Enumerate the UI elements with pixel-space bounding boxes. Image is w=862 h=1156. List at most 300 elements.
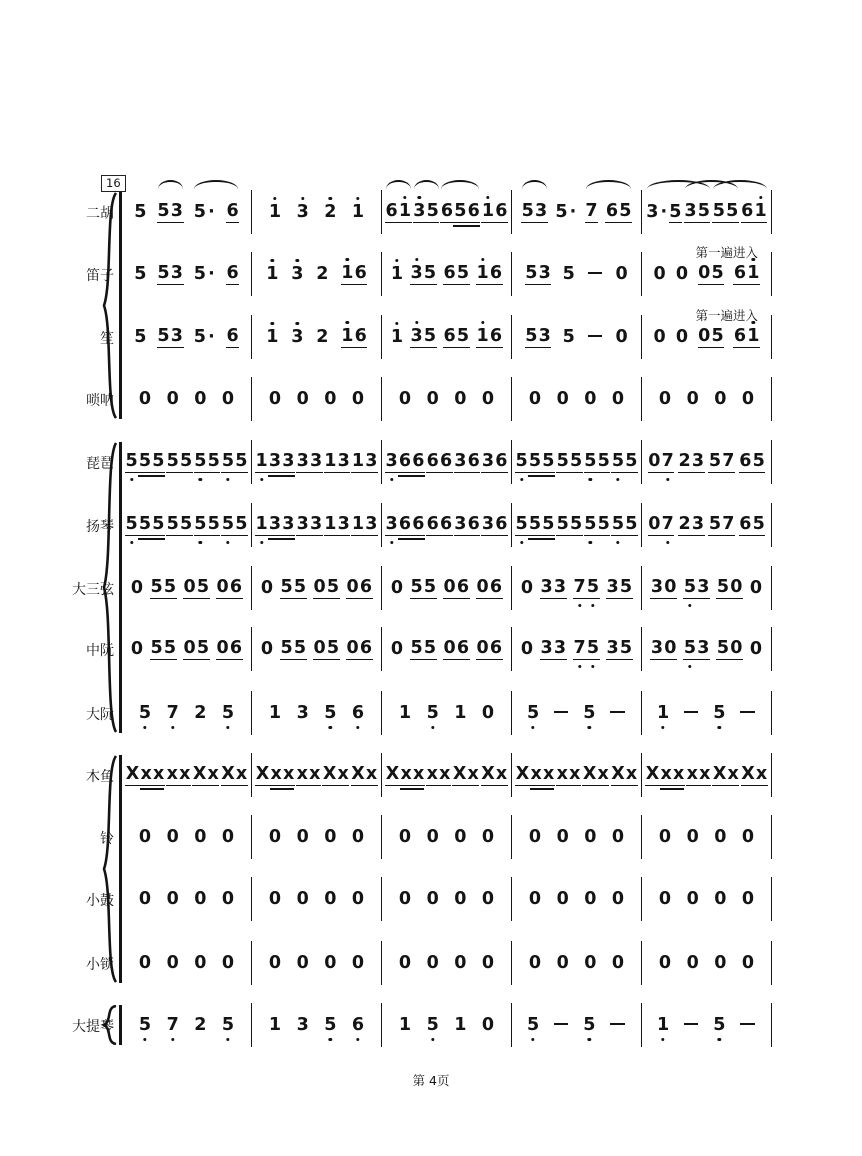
measure-area xyxy=(122,941,772,985)
note-token xyxy=(562,327,575,347)
note-char: 3 xyxy=(296,514,309,534)
note-char: 3 xyxy=(337,451,350,471)
note-token xyxy=(166,703,179,723)
note-token xyxy=(520,639,533,659)
note-token xyxy=(481,451,508,473)
octave-dot-low xyxy=(199,541,202,544)
note-char: 1 xyxy=(390,327,403,347)
note-char: 5 xyxy=(619,577,633,597)
note-char: 0 xyxy=(183,577,196,597)
instrument-label: 大阮 xyxy=(86,707,114,723)
system-barline xyxy=(119,192,122,419)
note-char: 5 xyxy=(562,264,575,284)
note-token xyxy=(573,638,600,660)
measure xyxy=(382,815,512,859)
note-char: 6 xyxy=(739,514,752,534)
note-char: 0 xyxy=(296,889,309,909)
note-token xyxy=(194,953,207,973)
note-char: 5 xyxy=(138,703,151,723)
note-token xyxy=(385,514,425,536)
note-char: 0 xyxy=(686,389,699,409)
note-char: 7 xyxy=(661,514,674,534)
note-char: 5 xyxy=(611,514,624,534)
note-token xyxy=(556,451,583,473)
note-token xyxy=(698,326,725,348)
note-char: · xyxy=(208,202,215,222)
note-token xyxy=(648,514,675,536)
octave-dot-high xyxy=(403,196,406,199)
note-token xyxy=(562,264,575,284)
note-char: 6 xyxy=(226,263,239,283)
note-char: 0 xyxy=(686,953,699,973)
note-char: 3 xyxy=(650,638,664,658)
note-char: 1 xyxy=(656,703,669,723)
octave-dot-low xyxy=(260,541,263,544)
note-token xyxy=(157,201,184,223)
note-char: x xyxy=(467,764,479,784)
instrument-label: 木鱼 xyxy=(86,769,114,785)
note-char: 0 xyxy=(346,577,359,597)
note-char: 0 xyxy=(426,389,439,409)
note-char: 6 xyxy=(489,326,503,346)
double-underline xyxy=(398,475,425,477)
measure-area xyxy=(122,691,772,735)
note-char: X xyxy=(322,764,337,784)
note-char: X xyxy=(481,764,495,784)
note-token xyxy=(741,889,754,909)
note-char: x xyxy=(439,764,451,784)
note-token xyxy=(268,1015,281,1035)
note-char: x xyxy=(309,764,321,784)
octave-dot-low xyxy=(260,478,263,481)
note-char: 5 xyxy=(521,201,534,221)
note-token xyxy=(226,201,239,223)
octave-dot-low xyxy=(589,541,592,544)
note-char: 0 xyxy=(194,889,207,909)
note-token xyxy=(686,389,699,409)
note-char: 0 xyxy=(611,827,625,847)
note-char: 0 xyxy=(714,953,727,973)
note-char: x xyxy=(755,764,768,784)
octave-dot-low xyxy=(130,541,133,544)
note-char: x xyxy=(569,764,581,784)
note-token xyxy=(266,264,279,284)
note-char: 5 xyxy=(586,638,599,658)
note-char: 0 xyxy=(260,578,274,598)
note-char: 0 xyxy=(556,889,569,909)
measure xyxy=(642,627,772,671)
note-char: 1 xyxy=(398,201,411,221)
note-char: 5 xyxy=(526,703,539,723)
note-char: 6 xyxy=(741,201,754,221)
note-char: 3 xyxy=(454,451,467,471)
note-char: 0 xyxy=(426,827,439,847)
note-token xyxy=(385,451,425,473)
note-token xyxy=(296,1015,309,1035)
note-token xyxy=(351,451,378,473)
note-token xyxy=(714,827,727,847)
note-char: 5 xyxy=(138,514,152,534)
note-char: 0 xyxy=(481,1015,495,1035)
staff-row xyxy=(0,190,862,234)
page-footer: 第 4页 xyxy=(412,1073,450,1088)
note-token xyxy=(268,827,281,847)
note-token xyxy=(528,889,541,909)
note-token xyxy=(683,577,710,599)
note-char: 7 xyxy=(661,451,674,471)
note-char: 0 xyxy=(296,827,309,847)
note-char: 5 xyxy=(683,577,696,597)
note-char: 5 xyxy=(221,703,234,723)
note-char: 0 xyxy=(454,889,467,909)
octave-dot-low xyxy=(356,726,359,729)
note-token xyxy=(481,827,494,847)
note-char: 1 xyxy=(476,326,489,346)
note-char: 5 xyxy=(125,451,138,471)
note-token xyxy=(410,638,437,660)
note-token xyxy=(390,639,403,659)
note-token xyxy=(390,264,403,284)
double-underline xyxy=(268,475,295,477)
note-token xyxy=(385,764,425,786)
instrument-label: 琵琶 xyxy=(86,456,114,472)
note-char: 0 xyxy=(351,953,365,973)
note-token xyxy=(741,389,754,409)
note-token xyxy=(611,827,624,847)
note-char: x xyxy=(337,764,349,784)
note-char: 2 xyxy=(194,1015,207,1035)
note-char: 5 xyxy=(157,326,170,346)
note-char: 1 xyxy=(398,703,412,723)
note-token xyxy=(296,202,309,222)
note-token xyxy=(528,953,541,973)
instrument-label: 小鼓 xyxy=(86,893,114,909)
note-char: 0 xyxy=(138,827,152,847)
note-char: 3 xyxy=(309,451,323,471)
rest-dash xyxy=(610,1023,624,1025)
slur-arc xyxy=(414,180,439,190)
octave-dot-low xyxy=(688,665,691,668)
octave-dot-low xyxy=(616,541,619,544)
measure xyxy=(642,377,772,421)
note-char: 5 xyxy=(619,638,633,658)
note-token xyxy=(528,827,541,847)
note-char: x xyxy=(365,764,378,784)
note-token xyxy=(653,327,666,347)
note-token xyxy=(552,1015,570,1035)
rest-dash xyxy=(554,1023,568,1025)
note-char: 5 xyxy=(708,451,722,471)
note-char: 6 xyxy=(351,703,364,723)
measure xyxy=(252,941,382,985)
note-token xyxy=(324,514,351,536)
note-char: 5 xyxy=(138,1015,151,1035)
note-char: 0 xyxy=(260,639,274,659)
note-char: 5 xyxy=(280,577,293,597)
slur-arc xyxy=(386,180,411,190)
note-char: 6 xyxy=(489,638,503,658)
note-token xyxy=(556,889,569,909)
instrument-label: 中阮 xyxy=(86,643,114,659)
note-token xyxy=(584,827,597,847)
note-token xyxy=(454,514,481,536)
note-token xyxy=(714,953,727,973)
note-token xyxy=(749,639,762,659)
note-char: x xyxy=(152,764,165,784)
note-token xyxy=(138,1015,151,1035)
note-char: x xyxy=(542,764,555,784)
note-char: 5 xyxy=(525,263,538,283)
note-char: 0 xyxy=(324,889,337,909)
note-char: 5 xyxy=(207,451,220,471)
note-char: 0 xyxy=(390,578,404,598)
note-token xyxy=(260,578,273,598)
note-char: 6 xyxy=(398,451,412,471)
octave-dot-low xyxy=(591,665,594,668)
note-char: 5 xyxy=(157,201,170,221)
note-token xyxy=(584,889,597,909)
note-char: 0 xyxy=(398,953,412,973)
note-char: 0 xyxy=(351,827,365,847)
note-token xyxy=(741,953,754,973)
note-token xyxy=(194,1015,207,1035)
note-char: 5 xyxy=(134,264,147,284)
note-char: 6 xyxy=(412,451,425,471)
slur-arc xyxy=(441,180,479,190)
note-char: x xyxy=(140,764,152,784)
staff-row xyxy=(0,815,862,859)
octave-dot-high xyxy=(329,197,332,200)
note-char: 6 xyxy=(489,577,503,597)
note-char: 3 xyxy=(282,451,295,471)
note-token xyxy=(454,451,481,473)
double-underline xyxy=(530,788,554,790)
note-char: 0 xyxy=(714,389,727,409)
note-char: 2 xyxy=(678,451,691,471)
measure-area xyxy=(122,815,772,859)
measure xyxy=(642,503,772,547)
note-char: 5 xyxy=(456,326,470,346)
note-token xyxy=(125,764,165,786)
note-char: 1 xyxy=(656,1015,669,1035)
note-char: 0 xyxy=(138,953,152,973)
note-token xyxy=(351,1015,364,1035)
note-token xyxy=(443,638,470,660)
note-char: 0 xyxy=(194,389,207,409)
note-token xyxy=(324,202,337,222)
measure-area xyxy=(122,503,772,547)
note-token xyxy=(584,451,611,473)
note-char: 5 xyxy=(528,514,542,534)
note-token xyxy=(426,889,439,909)
note-char: 3 xyxy=(410,326,423,346)
note-token xyxy=(398,1015,411,1035)
note-char: 6 xyxy=(495,514,508,534)
note-token xyxy=(556,764,581,786)
note-token xyxy=(322,764,349,786)
note-char: 1 xyxy=(324,514,337,534)
slur-arc xyxy=(194,180,238,190)
note-token xyxy=(216,577,243,599)
note-token xyxy=(653,264,666,284)
measure xyxy=(642,877,772,921)
note-char: x xyxy=(660,764,672,784)
note-token xyxy=(440,201,480,223)
note-char: 6 xyxy=(439,514,453,534)
measure xyxy=(642,941,772,985)
note-char: 5 xyxy=(708,514,722,534)
note-char: 0 xyxy=(686,827,699,847)
note-char: 3 xyxy=(296,1015,309,1035)
note-char: X xyxy=(452,764,467,784)
note-char: 0 xyxy=(221,389,235,409)
octave-dot-high xyxy=(356,197,359,200)
note-token xyxy=(481,764,508,786)
note-token xyxy=(216,638,243,660)
note-char: 5 xyxy=(526,1015,539,1035)
instrument-label: 小锁 xyxy=(86,957,114,973)
note-token xyxy=(351,389,364,409)
double-underline xyxy=(400,788,424,790)
note-char: 0 xyxy=(268,389,282,409)
note-token xyxy=(686,889,699,909)
staff-row xyxy=(0,308,862,359)
note-token xyxy=(398,889,411,909)
note-char: 1 xyxy=(747,263,760,283)
measure xyxy=(642,691,772,735)
note-char: 5 xyxy=(597,514,610,534)
note-char: 5 xyxy=(426,201,439,221)
note-token xyxy=(166,953,179,973)
staff-row xyxy=(0,245,862,296)
note-char: 6 xyxy=(412,514,425,534)
note-token xyxy=(713,703,726,723)
note-char: 5 xyxy=(528,451,542,471)
note-char: 0 xyxy=(138,389,152,409)
note-token xyxy=(398,827,411,847)
note-token xyxy=(582,764,609,786)
note-char: 0 xyxy=(268,827,282,847)
note-char: 0 xyxy=(648,451,661,471)
note-token xyxy=(583,1015,596,1035)
measure xyxy=(122,941,252,985)
note-char: 6 xyxy=(495,201,508,221)
note-token xyxy=(608,703,626,723)
note-token xyxy=(585,201,598,223)
note-char: 5 xyxy=(752,514,765,534)
note-char: 6 xyxy=(739,451,752,471)
measure xyxy=(252,503,382,547)
note-char: 0 xyxy=(556,827,569,847)
measure xyxy=(382,877,512,921)
note-char: 6 xyxy=(605,201,618,221)
note-char: 0 xyxy=(658,889,672,909)
note-token xyxy=(157,263,184,285)
octave-dot-high xyxy=(486,196,489,199)
double-underline xyxy=(270,788,294,790)
note-char: 5 xyxy=(597,451,610,471)
note-char: 0 xyxy=(741,889,755,909)
note-char: 6 xyxy=(426,451,439,471)
note-token xyxy=(476,263,503,285)
note-token xyxy=(738,1015,756,1035)
note-char: 3 xyxy=(697,638,710,658)
note-char: X xyxy=(221,764,235,784)
note-token xyxy=(611,451,638,473)
note-char: 5 xyxy=(166,514,179,534)
note-char: 0 xyxy=(556,953,569,973)
note-char: 3 xyxy=(553,577,567,597)
staff-row xyxy=(0,941,862,985)
note-token xyxy=(739,451,766,473)
note-token xyxy=(675,327,688,347)
note-char: 0 xyxy=(658,389,672,409)
octave-dot-high xyxy=(273,197,276,200)
note-char: X xyxy=(385,764,400,784)
note-token xyxy=(134,264,147,284)
note-char: 3 xyxy=(291,327,304,347)
note-token xyxy=(525,263,552,285)
measure xyxy=(512,440,642,484)
note-token xyxy=(739,514,766,536)
note-token xyxy=(606,577,633,599)
note-char: X xyxy=(611,764,625,784)
octave-dot-low xyxy=(718,1038,721,1041)
note-token xyxy=(443,577,470,599)
double-underline xyxy=(268,538,295,540)
note-char: 5 xyxy=(456,263,470,283)
staff-row xyxy=(0,691,862,735)
note-token xyxy=(586,264,604,284)
note-token xyxy=(183,638,210,660)
octave-dot-low xyxy=(718,726,721,729)
staff-row xyxy=(0,877,862,921)
note-char: 6 xyxy=(385,201,398,221)
note-char: 0 xyxy=(130,578,144,598)
octave-dot-low xyxy=(588,1038,591,1041)
note-char: 0 xyxy=(443,577,456,597)
note-char: 0 xyxy=(166,827,179,847)
measure xyxy=(252,440,382,484)
note-char: 5 xyxy=(324,1015,337,1035)
note-char: 3 xyxy=(410,263,423,283)
measure xyxy=(512,252,642,296)
measure xyxy=(382,566,512,610)
note-char: 6 xyxy=(226,326,239,346)
note-char: 5 xyxy=(179,514,193,534)
note-token xyxy=(125,514,165,536)
octave-dot-low xyxy=(226,1038,229,1041)
note-token xyxy=(194,827,207,847)
note-token xyxy=(476,638,503,660)
note-char: 0 xyxy=(749,578,763,598)
note-token xyxy=(686,764,711,786)
staff-brace xyxy=(100,442,118,733)
note-token xyxy=(351,953,364,973)
note-char: 5 xyxy=(221,1015,234,1035)
note-token xyxy=(316,327,329,347)
measure xyxy=(512,377,642,421)
note-token xyxy=(296,889,309,909)
note-char: 5 xyxy=(426,1015,439,1035)
measure xyxy=(642,440,772,484)
note-char: 5 xyxy=(125,514,138,534)
note-char: 3 xyxy=(337,514,350,534)
octave-dot-high xyxy=(481,258,484,261)
note-token xyxy=(540,577,567,599)
note-char: X xyxy=(255,764,270,784)
note-char: 3 xyxy=(170,326,183,346)
